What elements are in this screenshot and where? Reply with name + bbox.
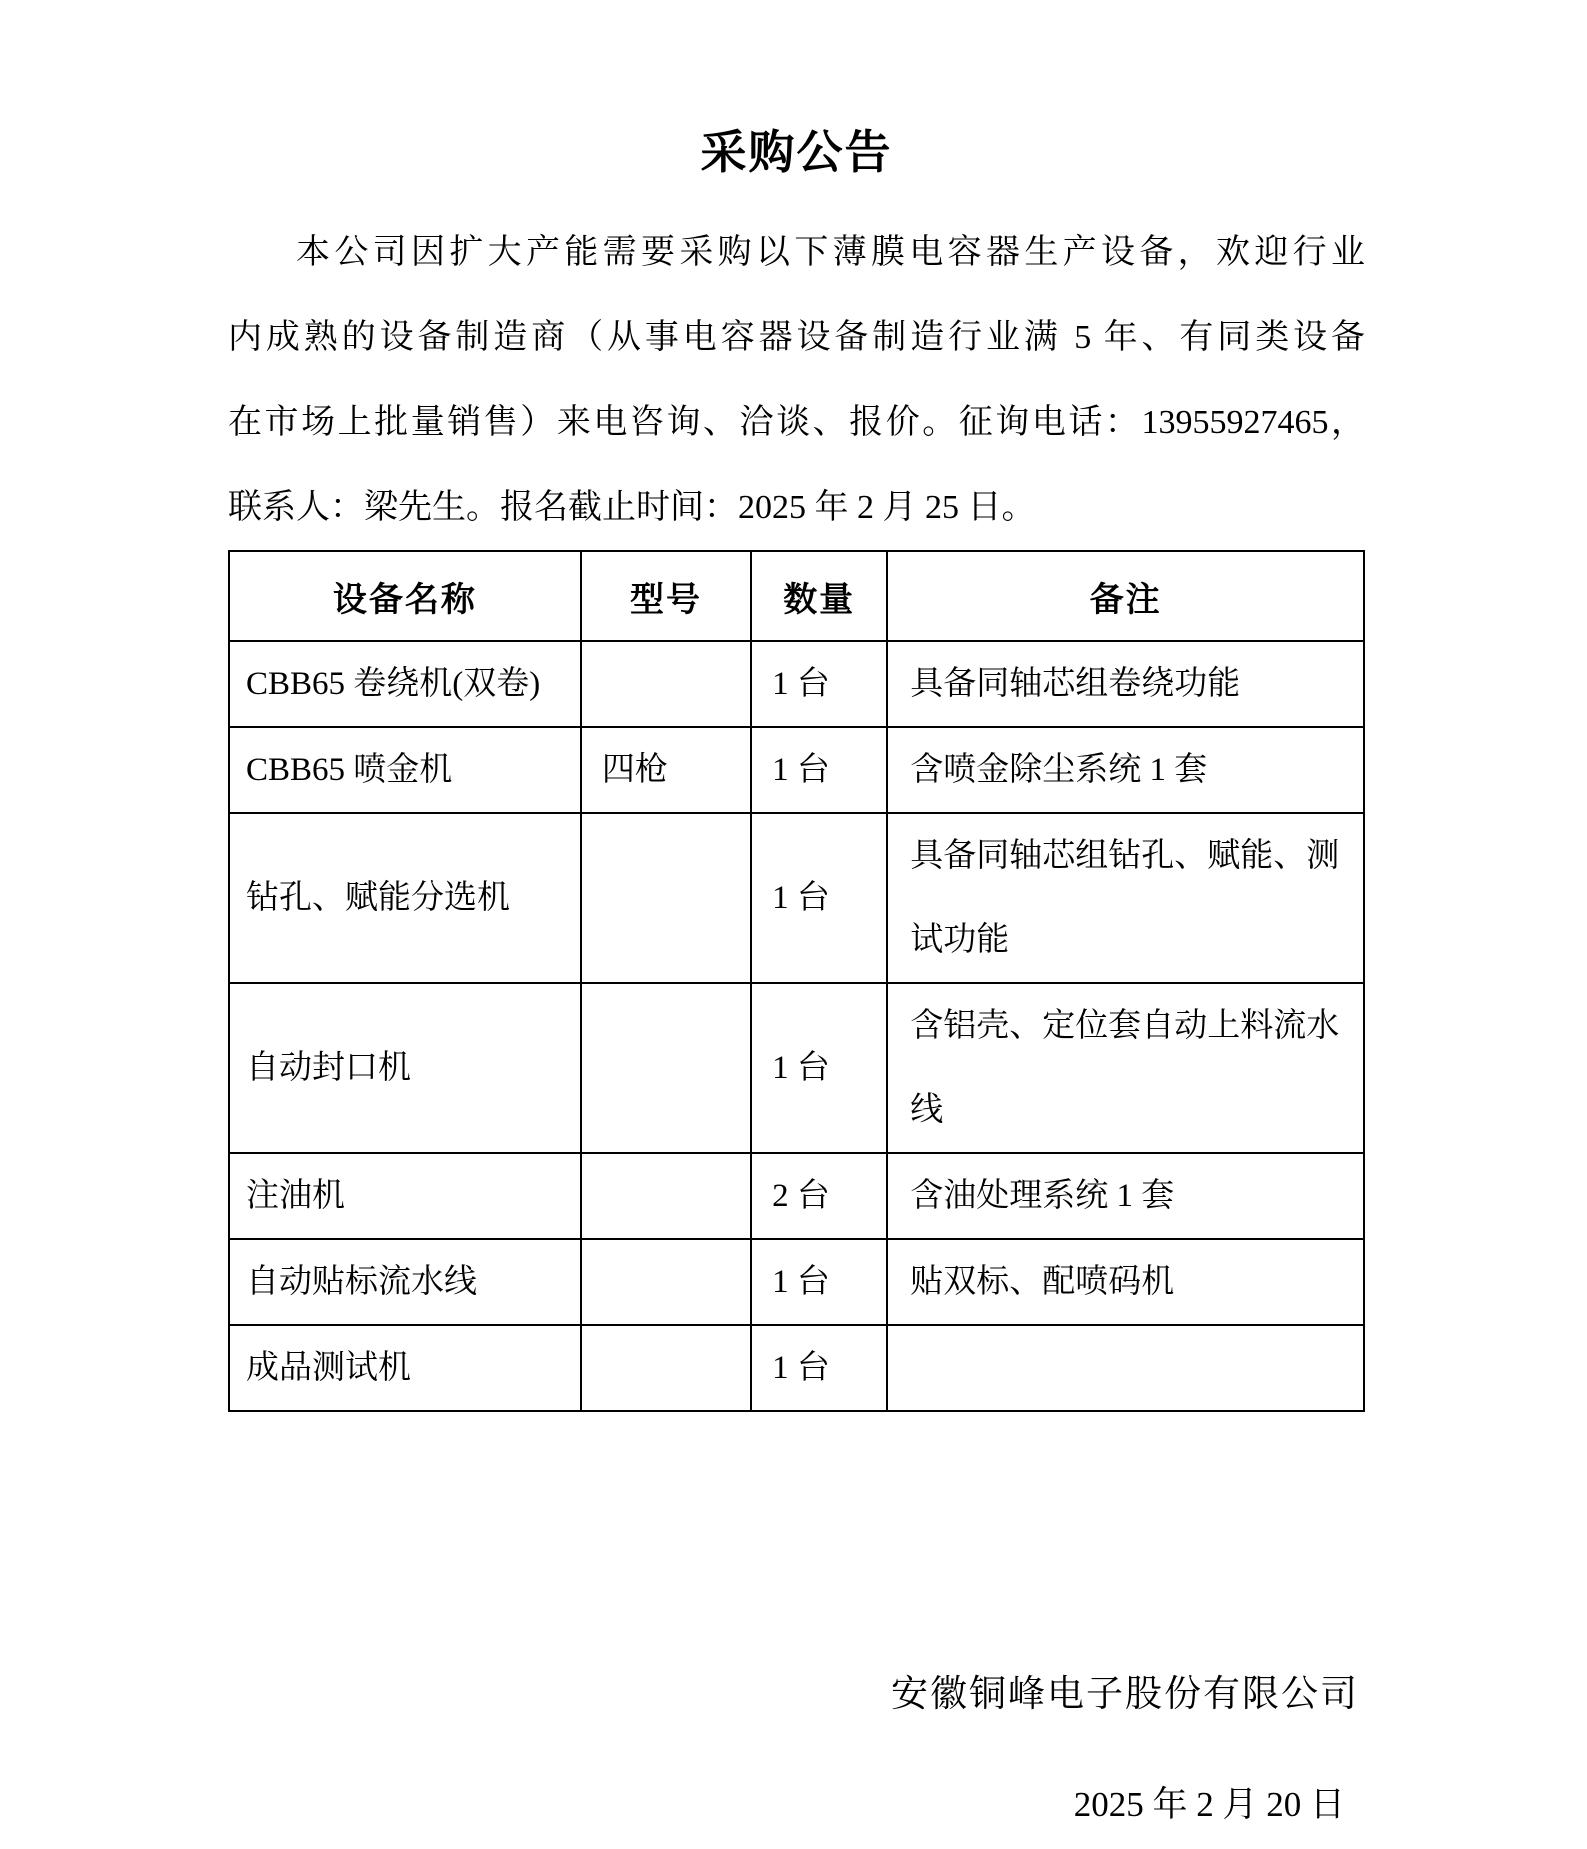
equipment-name-cell: 钻孔、赋能分选机 bbox=[229, 813, 581, 983]
paragraph-line: 在市场上批量销售）来电咨询、洽谈、报价。征询电话：13955927465， bbox=[228, 404, 1365, 441]
quantity-cell: 2 台 bbox=[751, 1153, 887, 1239]
equipment-name-cell: 注油机 bbox=[229, 1153, 581, 1239]
table-row bbox=[229, 1239, 1364, 1325]
header-equipment-name: 设备名称 bbox=[229, 551, 581, 641]
model-cell bbox=[581, 983, 751, 1153]
table-row bbox=[229, 641, 1364, 727]
header-quantity: 数量 bbox=[751, 551, 887, 641]
quantity-cell: 1 台 bbox=[751, 813, 887, 983]
remark-cell bbox=[887, 1325, 1364, 1411]
quantity-cell: 1 台 bbox=[751, 641, 887, 727]
paragraph-line: 联系人：梁先生。报名截止时间：2025 年 2 月 25 日。 bbox=[228, 489, 1036, 526]
remark-cell: 具备同轴芯组钻孔、赋能、测试功能 bbox=[887, 813, 1364, 983]
body-paragraph bbox=[228, 210, 1365, 550]
table-header-row bbox=[229, 551, 1364, 641]
table-row bbox=[229, 1153, 1364, 1239]
model-cell bbox=[581, 1325, 751, 1411]
remark-cell: 具备同轴芯组卷绕功能 bbox=[887, 641, 1364, 727]
table-row bbox=[229, 1325, 1364, 1411]
document-date: 2025 年 2 月 20 日 bbox=[1073, 1785, 1345, 1824]
company-signature: 安徽铜峰电子股份有限公司 bbox=[891, 1674, 1359, 1715]
equipment-name-cell: CBB65 喷金机 bbox=[229, 727, 581, 813]
table-row bbox=[229, 727, 1364, 813]
model-cell bbox=[581, 813, 751, 983]
model-cell bbox=[581, 641, 751, 727]
table-row bbox=[229, 983, 1364, 1153]
quantity-cell: 1 台 bbox=[751, 727, 887, 813]
paragraph-line: 本公司因扩大产能需要采购以下薄膜电容器生产设备，欢迎行业 bbox=[296, 234, 1365, 271]
paragraph-line: 内成熟的设备制造商（从事电容器设备制造行业满 5 年、有同类设备 bbox=[228, 319, 1365, 356]
quantity-cell: 1 台 bbox=[751, 1239, 887, 1325]
remark-cell: 含油处理系统 1 套 bbox=[887, 1153, 1364, 1239]
equipment-name-cell: 自动封口机 bbox=[229, 983, 581, 1153]
remark-cell: 含喷金除尘系统 1 套 bbox=[887, 727, 1364, 813]
header-model: 型号 bbox=[581, 551, 751, 641]
equipment-name-cell: 成品测试机 bbox=[229, 1325, 581, 1411]
remark-cell: 贴双标、配喷码机 bbox=[887, 1239, 1364, 1325]
quantity-cell: 1 台 bbox=[751, 1325, 887, 1411]
header-remark: 备注 bbox=[887, 551, 1364, 641]
model-cell bbox=[581, 1239, 751, 1325]
equipment-name-cell: CBB65 卷绕机(双卷) bbox=[229, 641, 581, 727]
equipment-name-cell: 自动贴标流水线 bbox=[229, 1239, 581, 1325]
table-row bbox=[229, 813, 1364, 983]
remark-cell: 含铝壳、定位套自动上料流水线 bbox=[887, 983, 1364, 1153]
quantity-cell: 1 台 bbox=[751, 983, 887, 1153]
equipment-table bbox=[228, 550, 1365, 1412]
model-cell: 四枪 bbox=[581, 727, 751, 813]
model-cell bbox=[581, 1153, 751, 1239]
page-title: 采购公告 bbox=[700, 127, 893, 178]
